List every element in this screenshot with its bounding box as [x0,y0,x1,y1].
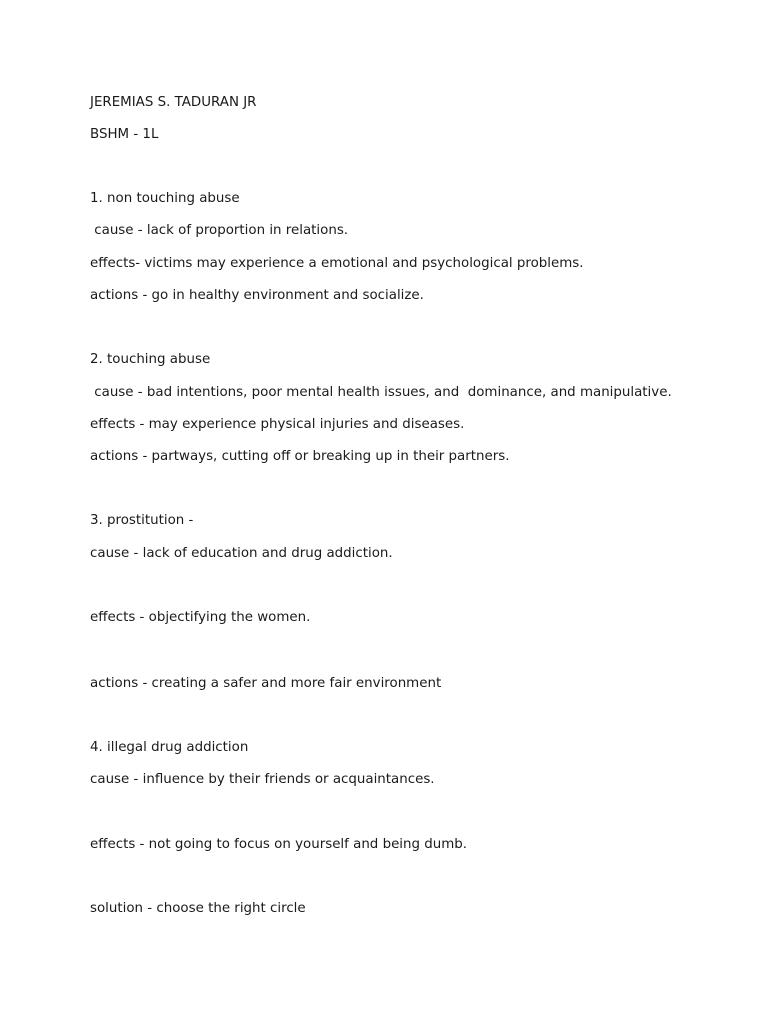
item-4-effects: effects - not going to focus on yourself and being dumb. [90,837,468,852]
item-3-actions: actions - creating a safer and more fair environment [90,676,442,691]
item-2-actions: actions - partways, cutting off or breaking up in their partners. [90,449,510,464]
item-3-cause: cause - lack of education and drug addiction. [90,546,393,561]
item-4-title: 4. illegal drug addiction [90,740,249,755]
item-4-solution: solution - choose the right circle [90,901,306,916]
item-1-actions: actions - go in healthy environment and socialize. [90,288,424,303]
item-3-title: 3. prostitution - [90,513,194,528]
item-1-cause: cause - lack of proportion in relations. [90,223,349,238]
item-3-effects: effects - objectifying the women. [90,610,311,625]
author-name: JEREMIAS S. TADURAN JR [90,95,257,110]
course-section: BSHM - 1L [90,127,159,142]
item-4-cause: cause - influence by their friends or acquaintances. [90,772,435,787]
item-1-effects: effects- victims may experience a emotional and psychological problems. [90,256,584,271]
item-2-cause: cause - bad intentions, poor mental health issues, and dominance, and manipulative. [90,385,672,400]
item-1-title: 1. non touching abuse [90,191,240,206]
item-2-title: 2. touching abuse [90,352,211,367]
item-2-effects: effects - may experience physical injuries and diseases. [90,417,465,432]
